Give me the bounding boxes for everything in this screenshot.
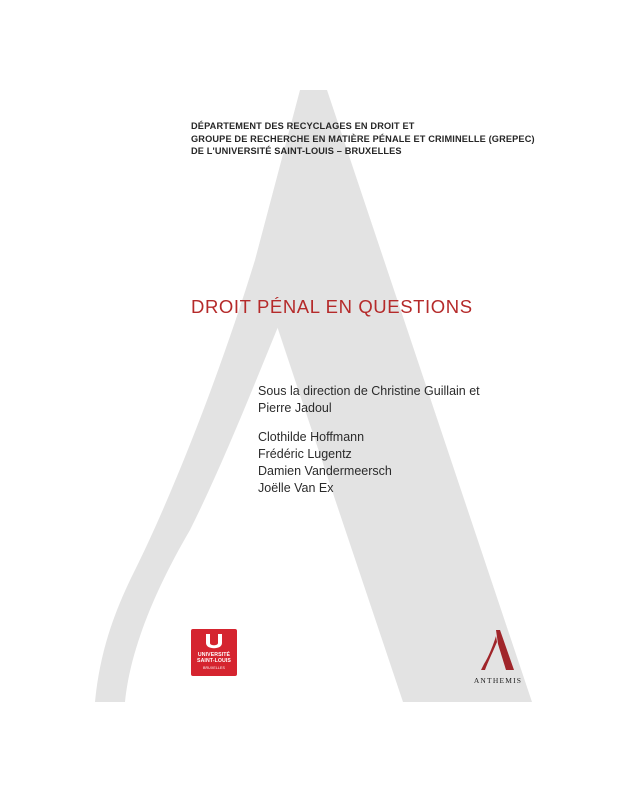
editors-block [258,383,480,417]
logo-text-line-1: UNIVERSITÉ [197,652,231,658]
publisher-name: ANTHEMIS [473,676,523,685]
logo-text-line-2: SAINT-LOUIS [197,658,231,664]
department-line-2: GROUPE DE RECHERCHE EN MATIÈRE PÉNALE ET CRIMINELLE (GREPEC) [191,133,535,144]
authors-list [258,429,392,497]
author-name: Frédéric Lugentz [258,447,352,461]
department-header [191,120,535,158]
university-saint-louis-logo [191,629,237,676]
author-name: Joëlle Van Ex [258,481,334,495]
logo-text-line-3: BRUXELLES [202,666,226,670]
anthemis-publisher-logo [470,630,530,690]
anthemis-a-icon [481,630,515,670]
book-title: DROIT PÉNAL EN QUESTIONS [191,296,473,317]
author-name: Clothilde Hoffmann [258,430,365,444]
u-logo-icon [204,634,224,651]
author-name: Damien Vandermeersch [258,464,392,478]
department-line-3: DE L'UNIVERSITÉ SAINT-LOUIS – BRUXELLES [191,146,402,156]
editors-line-1: Sous la direction de Christine Guillain et [258,384,480,398]
department-line-1: DÉPARTEMENT DES RECYCLAGES EN DROIT ET [191,121,415,131]
editors-line-2: Pierre Jadoul [258,401,332,415]
